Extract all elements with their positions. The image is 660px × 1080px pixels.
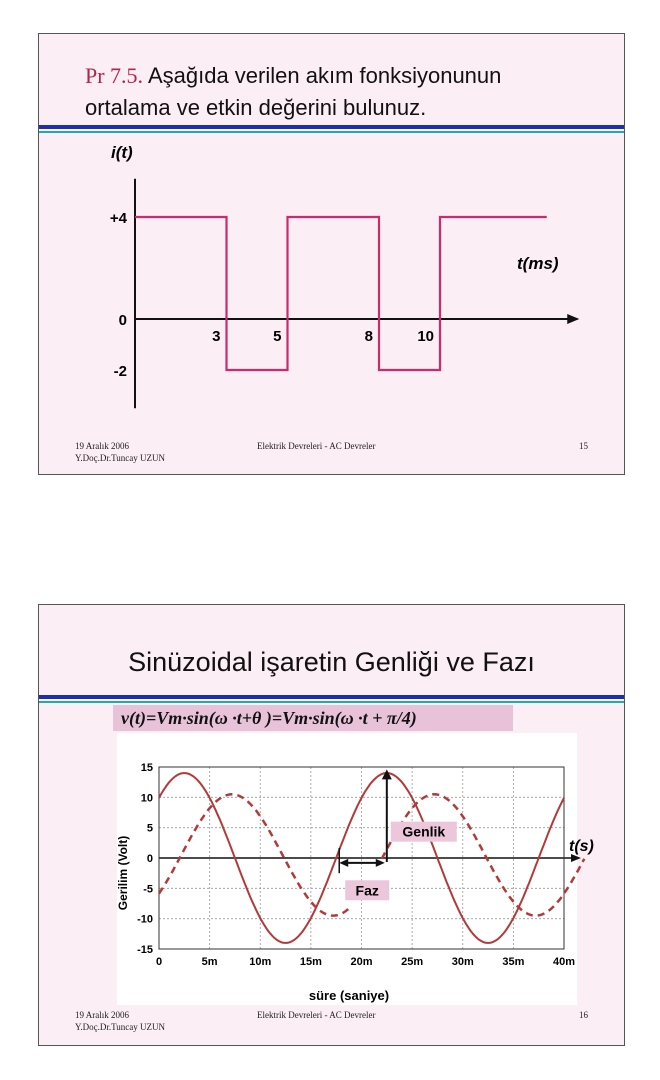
page-number: 16 <box>579 1010 588 1020</box>
x-axis-arrow <box>567 314 579 324</box>
current-waveform-line <box>135 217 547 370</box>
y-tick-label: -2 <box>113 363 127 380</box>
y-tick-label: -15 <box>137 944 153 956</box>
x-tick-label: 10m <box>249 956 272 968</box>
footer-left <box>75 440 165 464</box>
x-tick-label: 0 <box>155 956 163 968</box>
y-tick-label: 0 <box>118 312 127 329</box>
x-tick-label: 10 <box>417 328 434 345</box>
footer-course: Elektrik Devreleri - AC Devreler <box>257 441 376 451</box>
y-axis-title: Gerilim (Volt) <box>116 835 130 911</box>
sinusoid-chart <box>39 733 626 1005</box>
x-tick-label: 30m <box>451 956 474 968</box>
title-divider <box>39 125 624 133</box>
genlik-label: Genlik <box>402 823 446 840</box>
slide-title: Sinüzoidal işaretin Genliği ve Fazı <box>128 647 535 677</box>
title-divider <box>39 695 624 703</box>
y-tick-label: 15 <box>140 762 153 774</box>
x-tick-label: 35m <box>502 956 525 968</box>
y-tick-label: 5 <box>146 822 153 835</box>
x-tick-label: 20m <box>350 956 373 968</box>
t-axis-label: t(s) <box>569 838 594 855</box>
formula: v(t)=Vm·sin(ω ·t+θ )=Vm·sin(ω ·t + π/4) <box>113 705 513 731</box>
current-waveform-chart <box>39 134 626 434</box>
page-number: 15 <box>579 441 588 451</box>
slide-16 <box>38 604 625 1046</box>
footer-course: Elektrik Devreleri - AC Devreler <box>257 1010 376 1020</box>
footer-date: 19 Aralık 2006 <box>75 441 129 451</box>
x-tick-label: 5m <box>201 956 218 968</box>
footer-author: Y.Doç.Dr.Tuncay UZUN <box>75 453 165 463</box>
slide-title <box>85 60 501 124</box>
footer-left <box>75 1009 165 1033</box>
problem-number: Pr 7.5. <box>85 63 144 88</box>
x-tick-label: 3 <box>212 328 221 345</box>
title-line-2: ortalama ve etkin değerini bulunuz. <box>85 95 427 120</box>
y-tick-label: -10 <box>137 913 153 926</box>
y-tick-label: 10 <box>140 792 153 805</box>
slide-15 <box>38 33 625 475</box>
x-tick-label: 8 <box>364 328 373 345</box>
x-tick-label: 5 <box>273 328 282 345</box>
x-tick-label: 25m <box>401 956 424 968</box>
x-tick-label: 15m <box>299 956 322 968</box>
footer-date: 19 Aralık 2006 <box>75 1010 129 1020</box>
title-line-1: Aşağıda verilen akım fonksiyonunun <box>143 63 502 88</box>
y-axis-label: i(t) <box>111 143 133 162</box>
x-axis-label: t(ms) <box>517 254 559 273</box>
x-tick-label: 40m <box>552 956 576 968</box>
y-tick-label: 0 <box>146 853 153 865</box>
faz-label: Faz <box>355 882 379 899</box>
y-tick-label: -5 <box>143 883 153 896</box>
x-axis-title: süre (saniye) <box>308 988 390 1003</box>
y-tick-label: +4 <box>109 210 127 227</box>
footer-author: Y.Doç.Dr.Tuncay UZUN <box>75 1022 165 1032</box>
